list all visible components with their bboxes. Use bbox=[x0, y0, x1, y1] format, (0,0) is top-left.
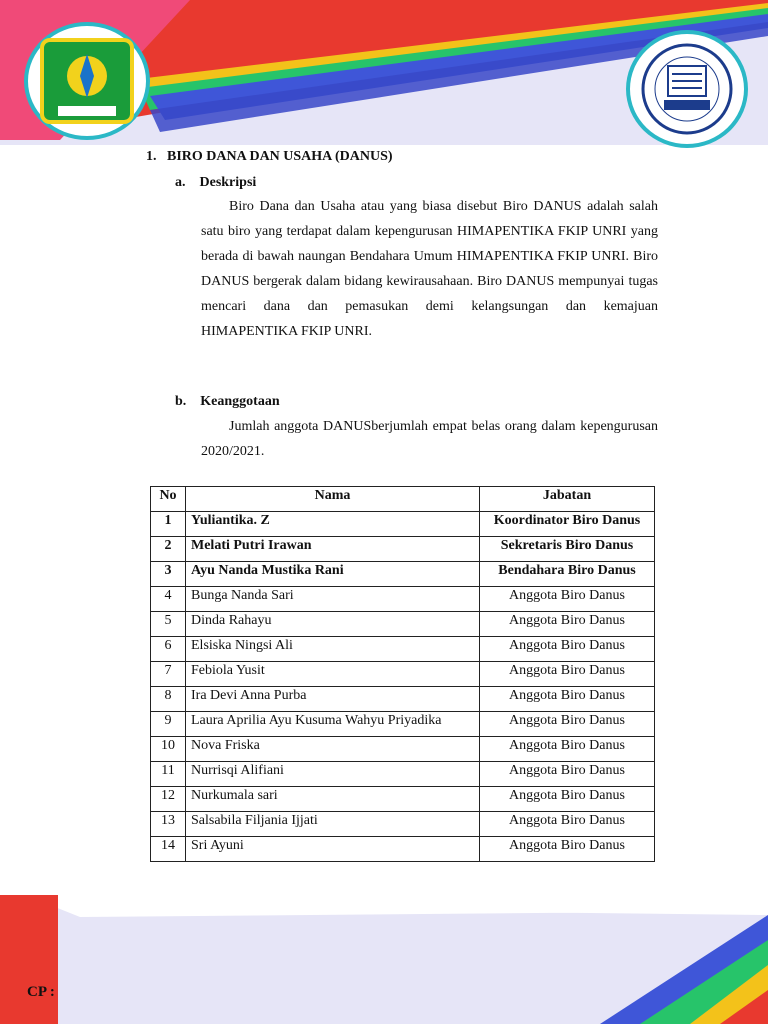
cell-nama: Melati Putri Irawan bbox=[186, 537, 480, 562]
cell-jabatan: Anggota Biro Danus bbox=[480, 787, 655, 812]
cell-jabatan: Anggota Biro Danus bbox=[480, 587, 655, 612]
cell-jabatan: Anggota Biro Danus bbox=[480, 712, 655, 737]
table-row bbox=[151, 812, 655, 837]
cell-nama: Elsiska Ningsi Ali bbox=[186, 637, 480, 662]
table-row bbox=[151, 662, 655, 687]
cell-nama: Nurrisqi Alifiani bbox=[186, 762, 480, 787]
cell-no: 6 bbox=[151, 637, 186, 662]
cell-nama: Nova Friska bbox=[186, 737, 480, 762]
header-nama: Nama bbox=[186, 487, 480, 512]
deskripsi-paragraph: Biro Dana dan Usaha atau yang biasa disebut Biro DANUS adalah salah satu biro yang terdapat dalam kepengurusan HIMAPENTIKA FKIP UNRI yang berada di bawah naungan Bendahara Umum HIMAPENTIKA FKIP UNRI. Biro DANUS bergerak dalam bidang kewirausahaan. Biro DANUS mempunyai tugas mencari dana dan pemasukan demi kelangsungan dan kemajuan HIMAPENTIKA FKIP UNRI. bbox=[201, 199, 658, 339]
universitas-riau-logo bbox=[24, 22, 150, 140]
himapentika-logo bbox=[626, 30, 748, 148]
section-title: BIRO DANA DAN USAHA (DANUS) bbox=[167, 149, 393, 164]
cell-jabatan: Anggota Biro Danus bbox=[480, 737, 655, 762]
table-row bbox=[151, 737, 655, 762]
table-row bbox=[151, 712, 655, 737]
subsection-label: b. bbox=[175, 394, 187, 409]
section-heading bbox=[146, 149, 393, 165]
cell-nama: Salsabila Filjania Ijjati bbox=[186, 812, 480, 837]
subsection-title: Keanggotaan bbox=[200, 394, 280, 409]
cell-no: 7 bbox=[151, 662, 186, 687]
table-row bbox=[151, 787, 655, 812]
footer-decoration bbox=[0, 895, 768, 1024]
table-row bbox=[151, 537, 655, 562]
cell-no: 3 bbox=[151, 562, 186, 587]
cell-no: 14 bbox=[151, 837, 186, 862]
table-body bbox=[151, 512, 655, 862]
cell-jabatan: Anggota Biro Danus bbox=[480, 612, 655, 637]
cell-nama: Dinda Rahayu bbox=[186, 612, 480, 637]
cell-jabatan: Anggota Biro Danus bbox=[480, 762, 655, 787]
subsection-label: a. bbox=[175, 175, 186, 190]
cell-jabatan: Anggota Biro Danus bbox=[480, 812, 655, 837]
subsection-heading-deskripsi bbox=[175, 175, 256, 191]
cell-jabatan: Anggota Biro Danus bbox=[480, 687, 655, 712]
cell-jabatan: Anggota Biro Danus bbox=[480, 637, 655, 662]
cell-nama: Nurkumala sari bbox=[186, 787, 480, 812]
subsection-heading-keanggotaan bbox=[175, 394, 280, 410]
cell-no: 2 bbox=[151, 537, 186, 562]
table-row bbox=[151, 512, 655, 537]
keanggotaan-paragraph: Jumlah anggota DANUSberjumlah empat belas orang dalam kepengurusan 2020/2021. bbox=[201, 419, 658, 459]
cell-jabatan: Sekretaris Biro Danus bbox=[480, 537, 655, 562]
cell-no: 1 bbox=[151, 512, 186, 537]
table-row bbox=[151, 637, 655, 662]
cell-jabatan: Anggota Biro Danus bbox=[480, 662, 655, 687]
header-jabatan: Jabatan bbox=[480, 487, 655, 512]
cell-jabatan: Koordinator Biro Danus bbox=[480, 512, 655, 537]
cell-no: 9 bbox=[151, 712, 186, 737]
table-row bbox=[151, 587, 655, 612]
header-no: No bbox=[151, 487, 186, 512]
cell-no: 5 bbox=[151, 612, 186, 637]
cell-nama: Yuliantika. Z bbox=[186, 512, 480, 537]
cell-nama: Febiola Yusit bbox=[186, 662, 480, 687]
cell-no: 4 bbox=[151, 587, 186, 612]
table-row bbox=[151, 762, 655, 787]
cell-no: 10 bbox=[151, 737, 186, 762]
cell-nama: Ira Devi Anna Purba bbox=[186, 687, 480, 712]
contact-person-label: CP : bbox=[27, 984, 55, 1000]
cell-no: 8 bbox=[151, 687, 186, 712]
cell-nama: Ayu Nanda Mustika Rani bbox=[186, 562, 480, 587]
cell-no: 11 bbox=[151, 762, 186, 787]
cell-jabatan: Anggota Biro Danus bbox=[480, 837, 655, 862]
table-row bbox=[151, 837, 655, 862]
cell-nama: Laura Aprilia Ayu Kusuma Wahyu Priyadika bbox=[186, 712, 480, 737]
table-row bbox=[151, 562, 655, 587]
cell-no: 12 bbox=[151, 787, 186, 812]
cell-no: 13 bbox=[151, 812, 186, 837]
section-number: 1. bbox=[146, 149, 157, 164]
table-row bbox=[151, 687, 655, 712]
table-row bbox=[151, 612, 655, 637]
cell-nama: Sri Ayuni bbox=[186, 837, 480, 862]
cell-jabatan: Bendahara Biro Danus bbox=[480, 562, 655, 587]
members-table bbox=[150, 486, 655, 862]
subsection-title: Deskripsi bbox=[199, 175, 257, 190]
table-header-row bbox=[151, 487, 655, 512]
cell-nama: Bunga Nanda Sari bbox=[186, 587, 480, 612]
